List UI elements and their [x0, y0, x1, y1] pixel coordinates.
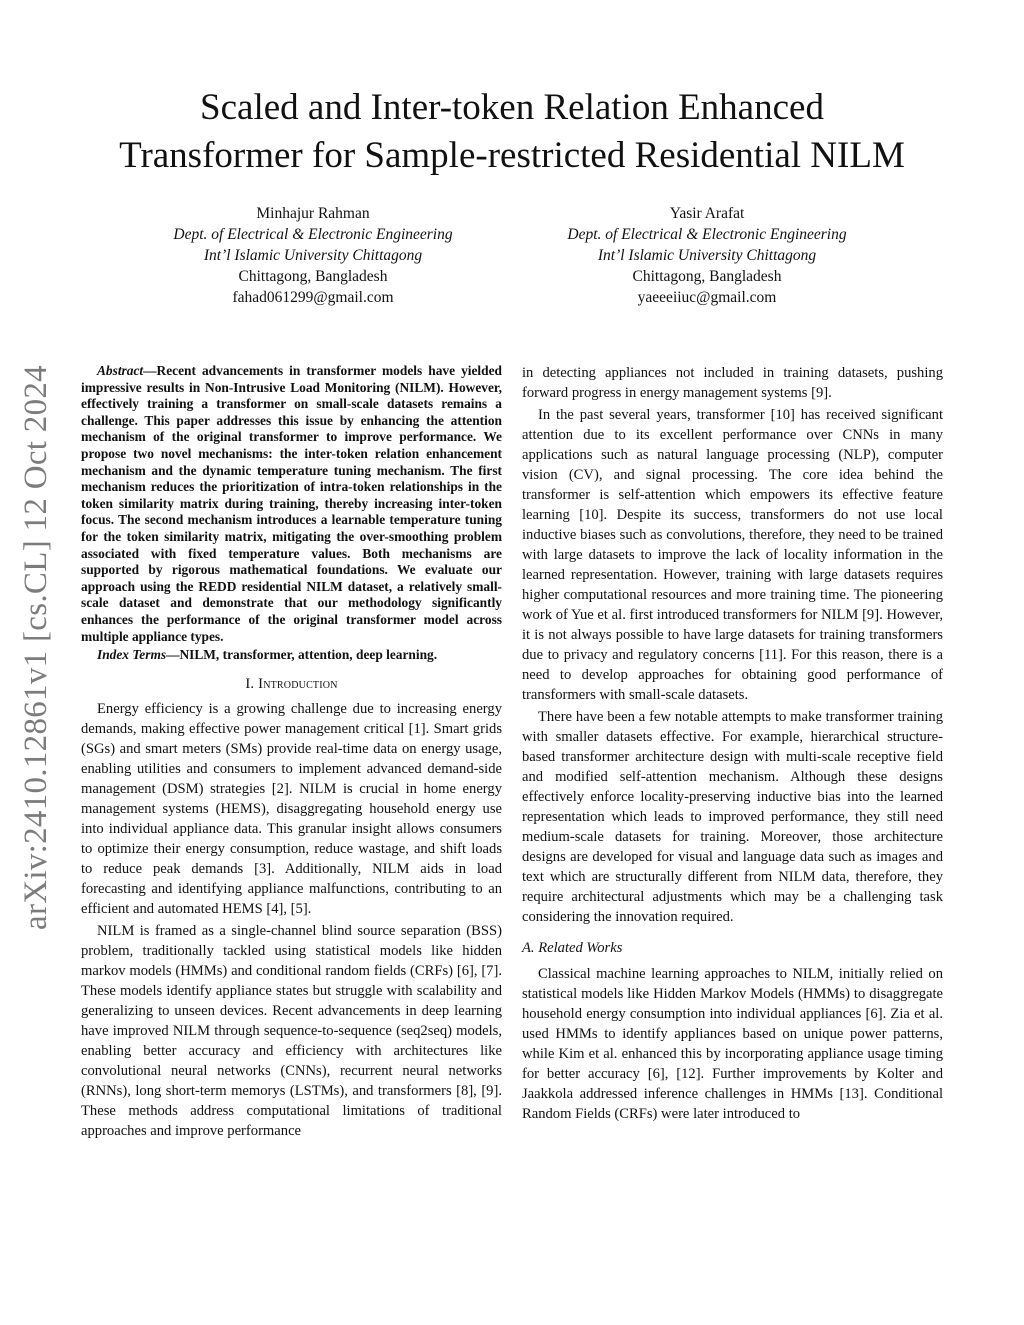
author-city: Chittagong, Bangladesh	[238, 268, 388, 285]
abstract	[81, 363, 502, 645]
author-dept: Dept. of Electrical & Electronic Engineering	[173, 226, 453, 243]
author-university: Int’l Islamic University Chittagong	[203, 247, 423, 264]
index-terms-label: Index Terms	[97, 647, 167, 663]
index-terms-text: —NILM, transformer, attention, deep learning.	[166, 647, 438, 663]
arxiv-identifier: arXiv:2410.12861v1 [cs.CL] 12 Oct 2024	[18, 365, 54, 930]
author-university: Int’l Islamic University Chittagong	[597, 247, 817, 264]
subsection-heading-related-works: A. Related Works	[522, 940, 623, 956]
author-email: fahad061299@gmail.com	[232, 289, 394, 306]
right-paragraph-2: There have been a few notable attempts to make transformer training with smaller datasets effective. For example, hierarchical structure-based transformer architecture design with multi-scale receptive field and modified self-attention mechanism. Although these designs effectively enforce locality-preserving inductive bias into the learned representation which leads to improved performance, they still need medium-scale datasets for training. Moreover, those architecture designs are developed for visual and language data such as images and text which are structurally different from NILM data, therefore, they require architectural adjustments which may be a challenging task considering the innovation required.	[522, 709, 943, 925]
right-paragraph-1: In the past several years, transformer [10] has received significant attention due to its excellent performance over CNNs in many applications such as natural language processing (NLP), computer vision (CV), and signal processing. The core idea behind the transformer is self-attention which empowers its effective feature learning [10]. Despite its success, transformers do not use local inductive biases such as convolutions, therefore, they need to be trained with large datasets to improve the lack of locality information in the learned representation. However, training with large datasets requires higher computational resources and more training time. The pioneering work of Yue et al. first introduced transformers for NILM [9]. However, it is not always possible to have large datasets for training transformers due to privacy and regulatory concerns [11]. For this reason, there is a need to develop approaches for obtaining good performance of transformers with small-scale datasets.	[522, 407, 943, 703]
title-line-2: Transformer for Sample-restricted Residential NILM	[119, 135, 905, 176]
author-block-2	[517, 203, 897, 308]
section-title: Introduction	[258, 676, 338, 693]
right-paragraph-continued: in detecting appliances not included in training datasets, pushing forward progress in energy management systems [9].	[522, 365, 943, 401]
right-paragraph-3: Classical machine learning approaches to NILM, initially relied on statistical models like Hidden Markov Models (HMMs) to disaggregate household energy consumption into individual appliances [6]. Zia et al. used HMMs to identify appliances based on unique power patterns, while Kim et al. enhanced this by incorporating appliance usage timing for better accuracy [6], [12]. Further improvements by Kolter and Jaakkola addressed inference challenges in HMMs [13]. Conditional Random Fields (CRFs) were later introduced to	[522, 966, 943, 1122]
author-name: Minhajur Rahman	[256, 205, 370, 222]
author-city: Chittagong, Bangladesh	[632, 268, 782, 285]
section-heading-introduction	[81, 674, 502, 694]
index-terms	[81, 646, 502, 663]
paper-title	[60, 84, 964, 180]
author-name: Yasir Arafat	[669, 205, 745, 222]
intro-paragraph-2: NILM is framed as a single-channel blind source separation (BSS) problem, traditionally tackled using statistical models like hidden markov models (HMMs) and conditional random fields (CRFs) [6], [7]. These models identify appliance states but struggle with scalability and generalizing to unseen devices. Recent advancements in deep learning have improved NILM through sequence-to-sequence (seq2seq) models, enabling better accuracy and efficiency with architectures like convolutional neural networks (CNNs), recurrent neural networks (RNNs), long short-term memorys (LSTMs), and transformers [8], [9]. These methods address computational limitations of traditional approaches and improve performance	[81, 923, 502, 1140]
title-line-1: Scaled and Inter-token Relation Enhanced	[200, 87, 824, 128]
section-number: I.	[245, 676, 255, 693]
author-email: yaeeeiiuc@gmail.com	[637, 289, 777, 306]
intro-paragraph-1: Energy efficiency is a growing challenge due to increasing energy demands, making effective power management critical [1]. Smart grids (SGs) and smart meters (SMs) provide real-time data on energy usage, enabling utilities and consumers to implement advanced demand-side management (DSM) strategies [2]. NILM is crucial in home energy management systems (HEMS), disaggregating household energy use into individual appliance data. This granular insight allows consumers to optimize their energy consumption, reduce wastage, and shift loads to reduce peak demands [3]. Additionally, NILM aids in load forecasting and identifying appliance malfunctions, contributing to an efficient and automated HEMS [4], [5].	[81, 701, 502, 918]
author-block-1	[123, 203, 503, 308]
right-column	[522, 363, 943, 1124]
author-dept: Dept. of Electrical & Electronic Engineering	[567, 226, 847, 243]
left-column	[81, 363, 502, 1141]
abstract-label: Abstract	[97, 363, 144, 378]
abstract-text: —Recent advancements in transformer models have yielded impressive results in Non-Intrusive Load Monitoring (NILM). However, effectively training a transformer on small-scale datasets remains a challenge. This paper addresses this issue by enhancing the attention mechanism of the original transformer to improve performance. We propose two novel mechanisms: the inter-token relation enhancement mechanism and the dynamic temperature tuning mechanism. The first mechanism reduces the prioritization of intra-token relationships in the token similarity matrix during training, thereby increasing inter-token focus. The second mechanism introduces a learnable temperature tuning for the token similarity matrix, mitigating the over-smoothing problem associated with fixed temperature values. Both mechanisms are supported by rigorous mathematical foundations. We evaluate our approach using the REDD residential NILM dataset, a relatively small-scale dataset and demonstrate that our methodology significantly enhances the performance of the original transformer model across multiple appliance types.	[81, 363, 502, 644]
